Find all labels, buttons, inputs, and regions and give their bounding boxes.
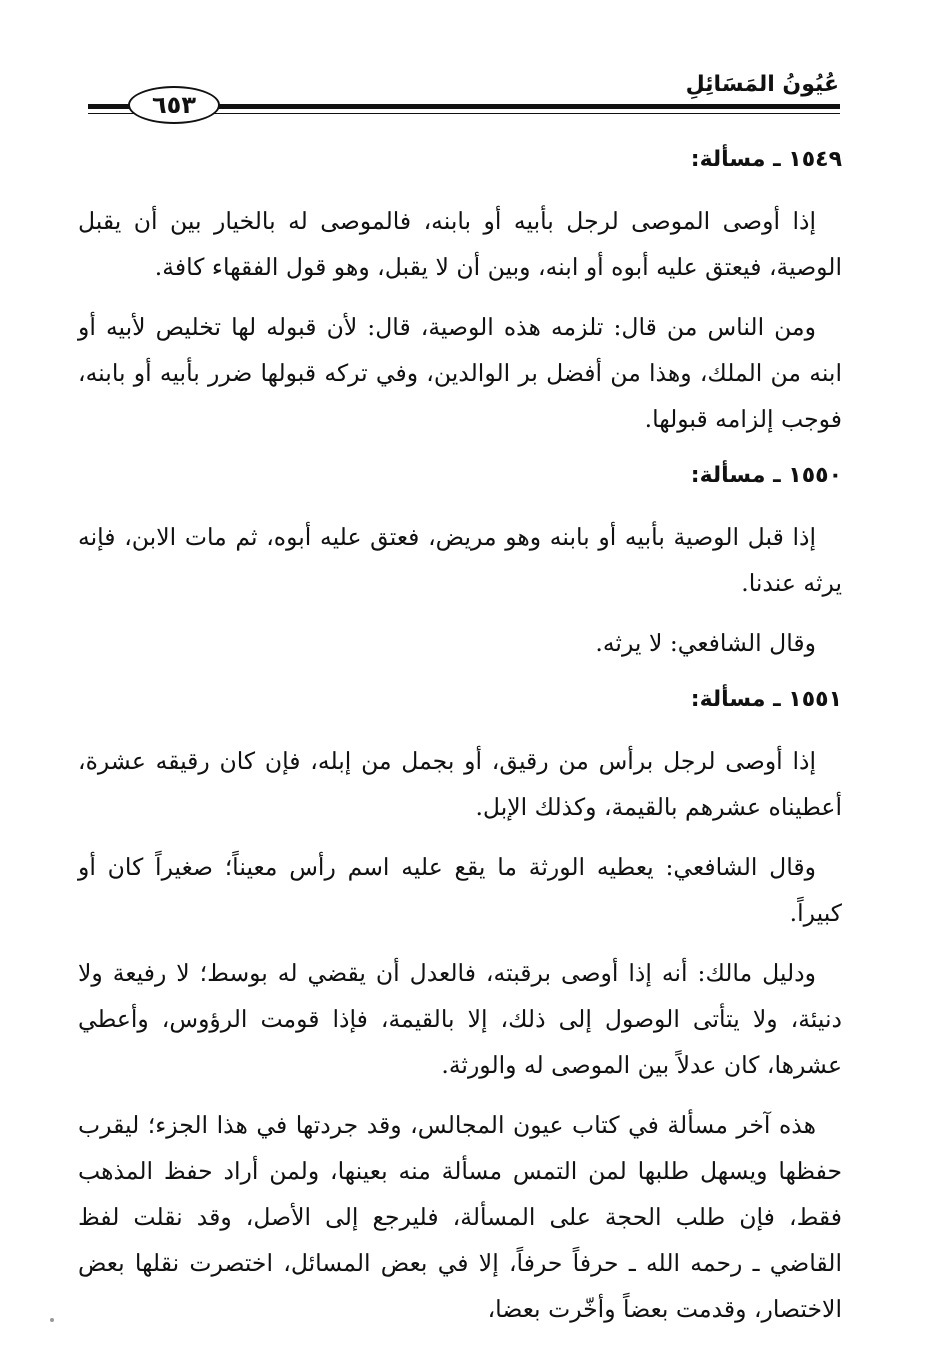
paragraph: إذا قبل الوصية بأبيه أو بابنه وهو مريض، فعتق عليه أبوه، ثم مات الابن، فإنه يرثه عندنا. (78, 523, 842, 597)
paragraph: ومن الناس من قال: تلزمه هذه الوصية، قال: لأن قبوله لها تخليص لأبيه أو ابنه من الملك، وهذا من أفضل بر الوالدين، وفي تركه قبولها ضرر بأبيه أو بابنه، فوجب إلزامه قبولها. (78, 313, 842, 433)
paragraph: ودليل مالك: أنه إذا أوصى برقبته، فالعدل أن يقضي له بوسط؛ لا رفيعة ولا دنيئة، ولا يتأتى الوصول إلى ذلك، إلا بالقيمة، فإذا قومت الرؤوس، وأعطي عشرها، كان عدلاً بين الموصى له والورثة. (78, 959, 842, 1079)
paragraph: إذا أوصى لرجل برأس من رقيق، أو بجمل من إبله، فإن كان رقيقه عشرة، أعطيناه عشرهم بالقيمة، وكذلك الإبل. (78, 747, 842, 821)
paragraph: إذا أوصى الموصى لرجل بأبيه أو بابنه، فالموصى له بالخيار بين أن يقبل الوصية، فيعتق عليه أبوه أو ابنه، وبين أن لا يقبل، وهو قول الفقهاء كافة. (78, 207, 842, 281)
scan-speck (50, 1318, 54, 1322)
page-body (78, 140, 842, 1346)
page-number: ٦٥٣ (128, 86, 220, 124)
issue-heading: ١٥٤٩ ـ مسألة: (690, 147, 842, 172)
paragraph: وقال الشافعي: يعطيه الورثة ما يقع عليه اسم رأس معيناً؛ صغيراً كان أو كبيراً. (78, 853, 842, 927)
issue-heading: ١٥٥١ ـ مسألة: (690, 687, 842, 712)
paragraph: وقال الشافعي: لا يرثه. (595, 629, 816, 657)
issue-heading: ١٥٥٠ ـ مسألة: (690, 463, 842, 488)
running-title: عُيُونُ المَسَائِلِ (685, 72, 839, 97)
paragraph: هذه آخر مسألة في كتاب عيون المجالس، وقد جردتها في هذا الجزء؛ ليقرب حفظها ويسهل طلبها لمن التمس مسألة منه بعينها، ولمن أراد حفظ المذهب فقط، فإن طلب الحجة على المسألة، فليرجع إلى الأصل، وقد نقلت لفظ القاضي ـ رحمه الله ـ حرفاً حرفاً، إلا في بعض المسائل، اختصرت نقلها بعض الاختصار، وقدمت بعضاً وأخّرت بعضا، (78, 1111, 842, 1323)
